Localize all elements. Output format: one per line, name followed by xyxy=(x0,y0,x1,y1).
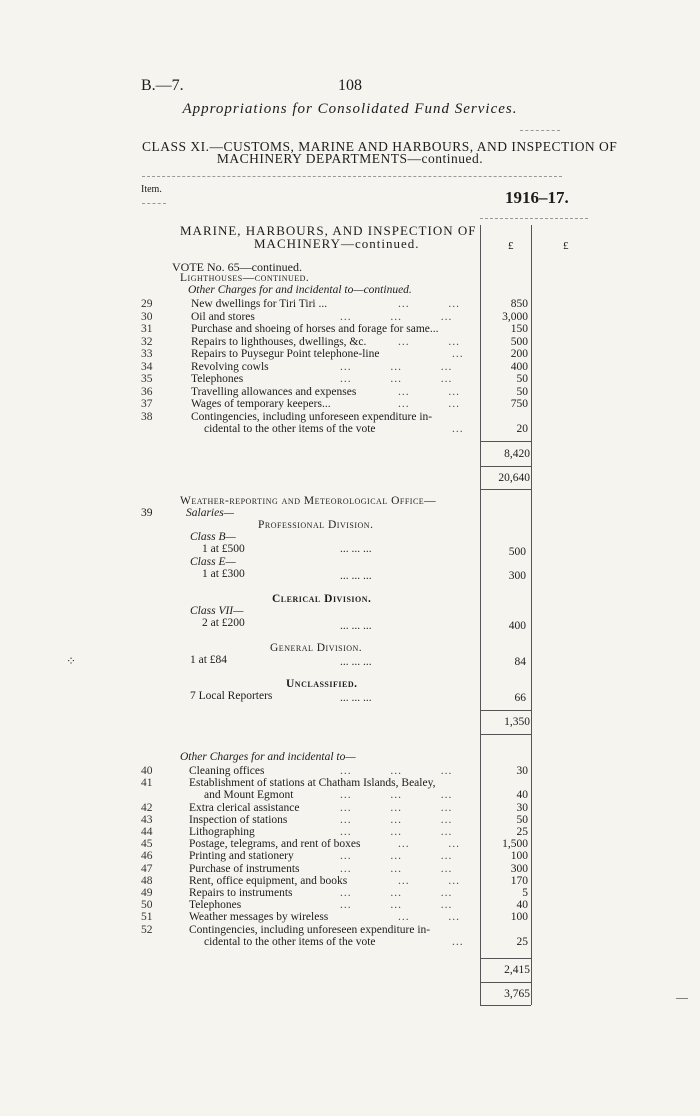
class-vii-line: 2 at £200 xyxy=(202,617,245,629)
weather-other-charges-heading: Other Charges for and incidental to— xyxy=(180,751,356,763)
item-number: 40 xyxy=(141,765,153,777)
item-amount: 40 xyxy=(516,899,528,912)
item-label: Revolving cowls xyxy=(191,360,269,373)
item-label: and Mount Egmont xyxy=(204,789,294,802)
item-label: Contingencies, including unforeseen expenditure in- xyxy=(189,923,431,936)
leader-dots: ... ... ... xyxy=(340,850,453,863)
total-rule xyxy=(480,466,531,467)
item-label: Inspection of stations xyxy=(189,813,288,826)
item-label: Purchase and shoeing of horses and forage for same... xyxy=(191,323,439,335)
class-heading-line2: MACHINERY DEPARTMENTS—continued. xyxy=(216,151,484,166)
item-amount: 30 xyxy=(516,765,528,777)
item-number: 38 xyxy=(141,410,153,423)
page-subtitle: Appropriations for Consolidated Fund Services. xyxy=(182,101,518,117)
leader-dots: ... ... ... xyxy=(340,826,453,838)
item-number: 32 xyxy=(141,335,153,348)
leader-dots: ... ... xyxy=(398,838,460,851)
item-number: 50 xyxy=(141,899,153,912)
item-amount: 150 xyxy=(510,323,528,335)
list-item xyxy=(0,838,700,851)
list-item xyxy=(0,423,700,436)
leader-dots: ... ... xyxy=(398,398,460,410)
item-number: 37 xyxy=(141,398,153,410)
subtotal-rule xyxy=(480,441,531,442)
leader-dots: ... ... ... xyxy=(340,373,453,385)
dots: ... ... ... xyxy=(340,543,372,555)
item-amount: 750 xyxy=(510,398,528,410)
class-e-label: Class E— xyxy=(190,556,236,568)
item-amount: 20 xyxy=(516,423,528,435)
unclassified-heading: Unclassified. xyxy=(286,678,358,690)
item-label: cidental to the other items of the vote xyxy=(204,423,376,435)
item-number: 35 xyxy=(141,373,153,385)
lighthouses-total: 20,640 xyxy=(498,472,530,484)
item-amount: 25 xyxy=(516,826,528,838)
item-number: 51 xyxy=(141,911,153,924)
general-line: 1 at £84 xyxy=(190,654,228,666)
item-column-header: Item. xyxy=(141,184,162,195)
section-title-line1: MARINE, HARBOURS, AND INSPECTION OF xyxy=(180,223,477,238)
salaries-total: 1,350 xyxy=(504,716,530,728)
leader-dots: ... ... ... xyxy=(340,789,453,802)
item-number: 46 xyxy=(141,850,153,863)
item-label: Travelling allowances and expenses xyxy=(191,385,357,398)
list-item xyxy=(0,826,700,839)
item-amount: 50 xyxy=(516,813,528,826)
leader-dots: ... ... ... xyxy=(340,862,453,875)
item-label: Weather messages by wireless xyxy=(189,911,329,924)
total-rule xyxy=(480,982,531,983)
unclassified-line: 7 Local Reporters xyxy=(190,690,273,702)
subtotal-rule xyxy=(480,734,531,735)
list-item xyxy=(0,814,700,827)
item-label: Repairs to instruments xyxy=(189,887,293,899)
item-label: Extra clerical assistance xyxy=(189,801,300,814)
item-amount: 25 xyxy=(516,935,528,948)
dots: ... ... ... xyxy=(340,620,372,632)
item-amount: 50 xyxy=(516,373,528,385)
item-amount: 100 xyxy=(510,850,528,863)
list-item xyxy=(0,336,700,349)
item-number: 39 xyxy=(141,507,153,519)
item-label: cidental to the other items of the vote xyxy=(204,935,376,948)
leader-dots: ... ... ... xyxy=(340,813,453,826)
list-item xyxy=(0,298,700,311)
item-number: 34 xyxy=(141,360,153,373)
class-heading-line1: CLASS XI.—CUSTOMS, MARINE AND HARBOURS, AND INSPECTION OF xyxy=(142,139,618,154)
leader-dots: ... ... xyxy=(398,335,460,348)
total-rule xyxy=(480,489,531,490)
item-label: Cleaning offices xyxy=(189,765,265,777)
list-item xyxy=(0,398,700,411)
item-amount: 400 xyxy=(510,360,528,373)
class-e-line: 1 at £300 xyxy=(202,568,245,580)
item-label: Postage, telegrams, and rent of boxes xyxy=(189,838,361,851)
list-item xyxy=(0,863,700,876)
list-item xyxy=(0,789,700,802)
divider xyxy=(520,130,560,131)
item-label: Wages of temporary keepers... xyxy=(191,398,331,410)
pound-symbol: £ xyxy=(508,240,514,252)
item-amount: 5 xyxy=(522,887,528,899)
subtotal-rule xyxy=(480,958,531,959)
document-reference: B.—7. xyxy=(141,77,184,94)
item-amount: 170 xyxy=(510,874,528,887)
class-vii-label: Class VII— xyxy=(190,605,244,617)
leader-dots: ... ... ... xyxy=(340,765,453,777)
list-item xyxy=(0,936,700,949)
item-label: Lithographing xyxy=(189,826,255,838)
lighthouses-heading: Lighthouses—continued. xyxy=(180,272,310,284)
leader-dots: ... ... xyxy=(398,911,460,924)
dots: ... ... ... xyxy=(340,570,372,582)
item-number: 49 xyxy=(141,887,153,899)
item-label: Telephones xyxy=(191,373,244,385)
list-item xyxy=(0,802,700,815)
leader-dots: ... ... ... xyxy=(340,310,453,323)
section-title-line2: MACHINERY—continued. xyxy=(254,236,420,251)
item-label: Repairs to lighthouses, dwellings, &c. xyxy=(191,335,367,348)
class-e-amount: 300 xyxy=(508,570,526,582)
item-amount: 300 xyxy=(510,862,528,875)
item-amount: 200 xyxy=(510,348,528,360)
item-number: 30 xyxy=(141,310,153,323)
item-label: Printing and stationery xyxy=(189,850,294,863)
salaries-label: Salaries— xyxy=(186,507,234,519)
leader-dots: ... ... xyxy=(398,874,460,887)
item-number: 43 xyxy=(141,813,153,826)
leader-dots: ... ... ... xyxy=(340,801,453,814)
divider xyxy=(142,203,166,204)
list-item xyxy=(0,323,700,336)
dots: ... ... ... xyxy=(340,656,372,668)
item-number: 31 xyxy=(141,323,153,335)
list-item xyxy=(0,777,700,790)
item-label: Purchase of instruments xyxy=(189,862,300,875)
vote-line: VOTE No. 65—continued. xyxy=(172,260,302,274)
item-label: Repairs to Puysegur Point telephone-line xyxy=(191,348,380,360)
item-label: New dwellings for Tiri Tiri ... xyxy=(191,298,328,310)
leader-dots: ... ... xyxy=(398,298,460,310)
weather-heading: Weather-reporting and Meteorological Office— xyxy=(180,495,437,507)
list-item xyxy=(0,386,700,399)
other-charges-heading: Other Charges for and incidental to—continued. xyxy=(188,284,412,296)
year-column-header: 1916–17. xyxy=(505,188,569,207)
class-b-amount: 500 xyxy=(508,546,526,558)
item-amount: 40 xyxy=(516,789,528,802)
list-item xyxy=(0,899,700,912)
class-b-label: Class B— xyxy=(190,531,236,543)
item-label: Telephones xyxy=(189,899,242,912)
list-item xyxy=(0,373,700,386)
scan-mark: ⁘ xyxy=(66,654,77,668)
weather-other-subtotal: 2,415 xyxy=(504,964,530,976)
item-amount: 30 xyxy=(516,801,528,814)
item-label: Oil and stores xyxy=(191,310,255,323)
item-number: 42 xyxy=(141,801,153,814)
total-rule xyxy=(480,1005,531,1006)
divider xyxy=(142,176,562,177)
item-amount: 500 xyxy=(510,335,528,348)
item-number: 45 xyxy=(141,838,153,851)
item-label: Rent, office equipment, and books xyxy=(189,874,348,887)
leader-dots: ... ... ... xyxy=(340,899,453,912)
clerical-division-heading: Clerical Division. xyxy=(272,593,372,605)
unclassified-amount: 66 xyxy=(514,692,526,704)
item-number: 48 xyxy=(141,874,153,887)
general-amount: 84 xyxy=(514,656,526,668)
item-amount: 3,000 xyxy=(502,310,528,323)
item-number: 29 xyxy=(141,298,153,310)
item-label: Establishment of stations at Chatham Islands, Bealey, xyxy=(189,777,436,790)
leader-dots: ... ... xyxy=(398,385,460,398)
scan-mark: — xyxy=(676,990,688,1004)
dots: ... ... ... xyxy=(340,692,372,704)
leader-dots: ... xyxy=(452,423,464,435)
item-number: 44 xyxy=(141,826,153,838)
leader-dots: ... ... ... xyxy=(340,887,453,899)
divider xyxy=(480,218,588,219)
weather-total: 3,765 xyxy=(504,988,530,1000)
list-item xyxy=(0,311,700,324)
professional-division-heading: Professional Division. xyxy=(258,519,374,531)
list-item xyxy=(0,924,700,937)
class-b-line: 1 at £500 xyxy=(202,543,245,555)
list-item xyxy=(0,348,700,361)
list-item xyxy=(0,911,700,924)
item-number: 36 xyxy=(141,385,153,398)
leader-dots: ... ... ... xyxy=(340,360,453,373)
leader-dots: ... xyxy=(452,935,464,948)
list-item xyxy=(0,361,700,374)
list-item xyxy=(0,411,700,424)
list-item xyxy=(0,850,700,863)
class-vii-amount: 400 xyxy=(508,620,526,632)
item-amount: 850 xyxy=(510,298,528,310)
item-number: 33 xyxy=(141,348,153,360)
lighthouses-subtotal: 8,420 xyxy=(504,448,530,460)
item-number: 47 xyxy=(141,862,153,875)
item-amount: 100 xyxy=(510,911,528,924)
list-item xyxy=(0,887,700,900)
item-amount: 1,500 xyxy=(502,838,528,851)
subtotal-rule xyxy=(480,710,531,711)
item-number: 41 xyxy=(141,777,153,790)
list-item xyxy=(0,875,700,888)
pound-symbol: £ xyxy=(563,240,569,252)
general-division-heading: General Division. xyxy=(270,642,363,654)
leader-dots: ... xyxy=(452,348,464,360)
item-label: Contingencies, including unforeseen expenditure in- xyxy=(191,410,433,423)
list-item xyxy=(0,765,700,778)
item-number: 52 xyxy=(141,923,153,936)
page-number: 108 xyxy=(338,77,362,94)
item-amount: 50 xyxy=(516,385,528,398)
